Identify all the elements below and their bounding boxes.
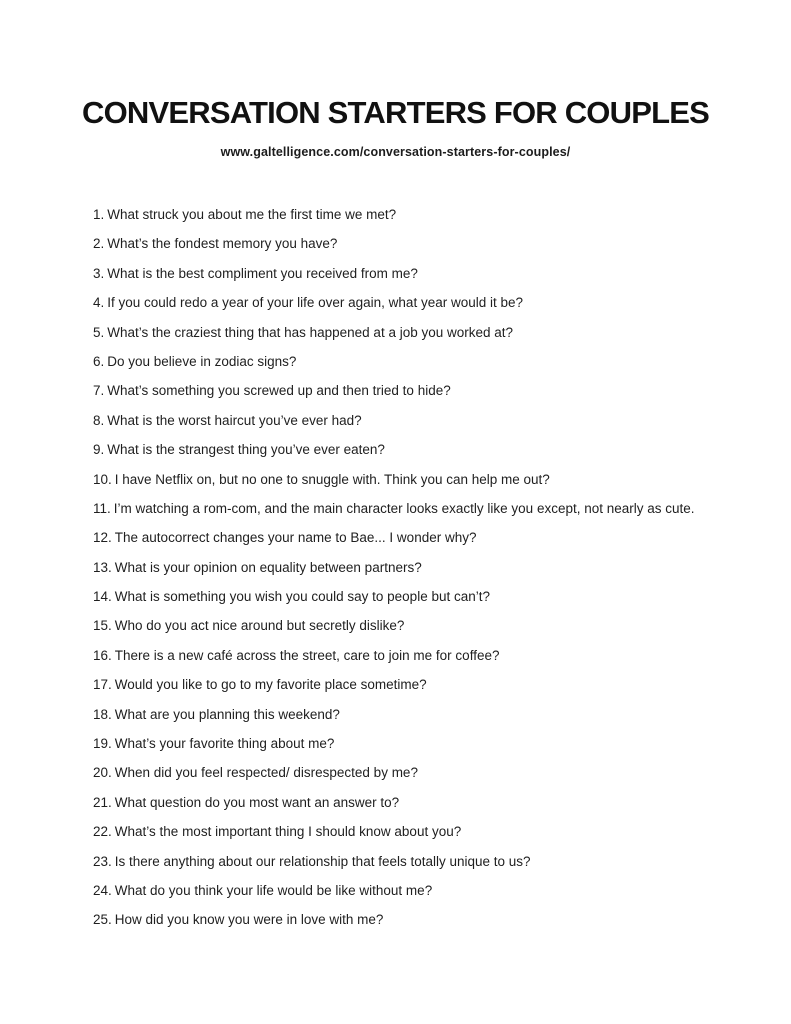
- list-item: [93, 611, 791, 640]
- question-text: What do you think your life would be like without me?: [114, 882, 433, 898]
- list-item: [93, 347, 791, 376]
- question-number: 3.: [93, 265, 105, 281]
- question-text: How did you know you were in love with me?: [114, 912, 384, 928]
- question-number: 11.: [93, 500, 111, 516]
- question-number: 4.: [93, 295, 105, 311]
- question-number: 7.: [93, 383, 105, 399]
- question-number: 10.: [93, 471, 112, 487]
- question-number: 24.: [93, 882, 112, 898]
- list-item: [93, 376, 791, 405]
- question-number: 23.: [93, 853, 112, 869]
- question-number: 17.: [93, 677, 112, 693]
- question-text: I have Netflix on, but no one to snuggle with. Think you can help me out?: [114, 471, 550, 487]
- list-item: [93, 641, 791, 670]
- list-item: [93, 288, 791, 317]
- list-item: [93, 582, 791, 611]
- question-text: What’s the craziest thing that has happened at a job you worked at?: [107, 324, 514, 340]
- question-text: If you could redo a year of your life over again, what year would it be?: [107, 295, 524, 311]
- question-text: What’s the most important thing I should know about you?: [114, 824, 462, 840]
- list-item: [93, 817, 791, 846]
- question-text: Do you believe in zodiac signs?: [107, 353, 297, 369]
- question-number: 9.: [93, 442, 105, 458]
- question-number: 13.: [93, 559, 112, 575]
- question-number: 14.: [93, 589, 112, 605]
- question-number: 22.: [93, 824, 112, 840]
- question-text: What struck you about me the first time we met?: [107, 207, 397, 222]
- list-item: [93, 494, 791, 523]
- question-number: 2.: [93, 236, 105, 252]
- list-item: [93, 905, 791, 934]
- question-number: 1.: [93, 207, 105, 222]
- question-text: I’m watching a rom-com, and the main character looks exactly like you except, not nearly as cute.: [113, 500, 695, 516]
- question-number: 12.: [93, 530, 112, 546]
- question-text: What’s your favorite thing about me?: [114, 736, 335, 752]
- list-item: [93, 670, 791, 699]
- list-item: [93, 758, 791, 787]
- question-number: 21.: [93, 794, 112, 810]
- question-text: What is the best compliment you received from me?: [107, 265, 418, 281]
- question-text: What are you planning this weekend?: [114, 706, 340, 722]
- list-item: [93, 788, 791, 817]
- question-number: 15.: [93, 618, 112, 634]
- list-item: [93, 406, 791, 435]
- list-item: [93, 553, 791, 582]
- question-text: There is a new café across the street, care to join me for coffee?: [114, 647, 500, 663]
- question-text: What is the worst haircut you’ve ever had?: [107, 412, 362, 428]
- source-url: www.galtelligence.com/conversation-starters-for-couples/: [220, 145, 571, 159]
- list-item: [93, 523, 791, 552]
- list-item: [93, 318, 791, 347]
- list-item: [93, 259, 791, 288]
- question-number: 6.: [93, 353, 105, 369]
- question-number: 8.: [93, 412, 105, 428]
- question-number: 19.: [93, 736, 112, 752]
- list-item: [93, 876, 791, 905]
- question-text: What question do you most want an answer to?: [114, 794, 400, 810]
- question-number: 20.: [93, 765, 112, 781]
- question-text: Would you like to go to my favorite place sometime?: [114, 677, 427, 693]
- list-item: [93, 229, 791, 258]
- list-item: [93, 700, 791, 729]
- question-number: 25.: [93, 912, 112, 928]
- question-number: 18.: [93, 706, 112, 722]
- list-item: [93, 847, 791, 876]
- question-text: What’s something you screwed up and then tried to hide?: [107, 383, 451, 399]
- question-text: When did you feel respected/ disrespected by me?: [114, 765, 418, 781]
- question-text: What is the strangest thing you’ve ever eaten?: [107, 442, 385, 458]
- question-text: What’s the fondest memory you have?: [107, 236, 338, 252]
- list-item: [93, 435, 791, 464]
- list-item: [93, 200, 791, 229]
- page-title: CONVERSATION STARTERS FOR COUPLES: [82, 95, 709, 130]
- question-text: Is there anything about our relationship that feels totally unique to us?: [114, 853, 531, 869]
- question-text: The autocorrect changes your name to Bae... I wonder why?: [114, 530, 477, 546]
- question-text: Who do you act nice around but secretly dislike?: [114, 618, 405, 634]
- list-item: [93, 729, 791, 758]
- question-text: What is something you wish you could say to people but can’t?: [114, 589, 490, 605]
- question-number: 16.: [93, 647, 112, 663]
- question-number: 5.: [93, 324, 105, 340]
- list-item: [93, 465, 791, 494]
- question-list: [93, 200, 791, 935]
- question-text: What is your opinion on equality between partners?: [114, 559, 422, 575]
